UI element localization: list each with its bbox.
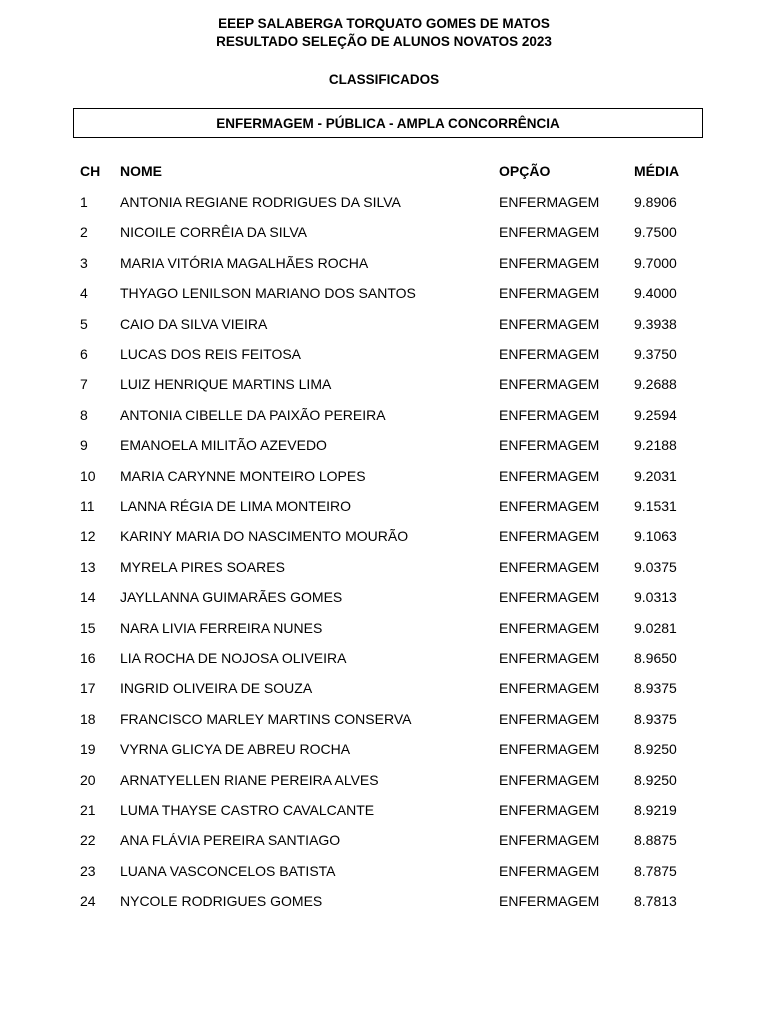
table-row xyxy=(0,802,768,822)
cell-rank: 1 xyxy=(80,194,88,210)
cell-name: VYRNA GLICYA DE ABREU ROCHA xyxy=(120,741,351,758)
column-header-media: MÉDIA xyxy=(634,163,680,179)
cell-name: EMANOELA MILITÃO AZEVEDO xyxy=(120,437,327,454)
cell-average: 8.9250 xyxy=(634,771,677,788)
cell-average: 9.0313 xyxy=(634,589,677,606)
cell-name: NICOILE CORRÊIA DA SILVA xyxy=(120,224,307,241)
cell-name: NARA LIVIA FERREIRA NUNES xyxy=(120,619,323,636)
table-row xyxy=(0,376,768,396)
cell-option: ENFERMAGEM xyxy=(499,741,600,758)
cell-option: ENFERMAGEM xyxy=(499,194,600,210)
cell-name: ARNATYELLEN RIANE PEREIRA ALVES xyxy=(120,771,379,788)
table-row xyxy=(0,620,768,640)
cell-name: MARIA VITÓRIA MAGALHÃES ROCHA xyxy=(120,254,369,271)
category-box xyxy=(73,108,703,138)
cell-option: ENFERMAGEM xyxy=(499,680,600,697)
cell-rank: 13 xyxy=(80,558,96,575)
cell-name: FRANCISCO MARLEY MARTINS CONSERVA xyxy=(120,710,412,727)
cell-rank: 9 xyxy=(80,437,88,454)
cell-average: 8.8875 xyxy=(634,832,677,849)
cell-average: 9.7500 xyxy=(634,224,677,241)
cell-average: 9.1531 xyxy=(634,498,677,514)
cell-name: MYRELA PIRES SOARES xyxy=(120,558,285,575)
cell-option: ENFERMAGEM xyxy=(499,619,600,636)
table-row xyxy=(0,741,768,761)
cell-name: KARINY MARIA DO NASCIMENTO MOURÃO xyxy=(120,528,409,545)
cell-rank: 21 xyxy=(80,802,96,818)
cell-average: 8.9250 xyxy=(634,741,677,758)
cell-option: ENFERMAGEM xyxy=(499,406,600,423)
table-row xyxy=(0,528,768,548)
cell-name: ANTONIA CIBELLE DA PAIXÃO PEREIRA xyxy=(120,406,386,423)
column-header-opcao: OPÇÃO xyxy=(499,163,551,179)
result-title: RESULTADO SELEÇÃO DE ALUNOS NOVATOS 2023 xyxy=(216,34,552,49)
cell-option: ENFERMAGEM xyxy=(499,224,600,241)
cell-average: 9.7000 xyxy=(634,254,677,271)
cell-name: LUANA VASCONCELOS BATISTA xyxy=(120,862,336,879)
cell-name: CAIO DA SILVA VIEIRA xyxy=(120,315,268,332)
cell-name: MARIA CARYNNE MONTEIRO LOPES xyxy=(120,467,366,484)
table-row xyxy=(0,468,768,488)
cell-rank: 15 xyxy=(80,619,96,636)
table-row xyxy=(0,559,768,579)
cell-name: LUIZ HENRIQUE MARTINS LIMA xyxy=(120,376,332,393)
cell-rank: 23 xyxy=(80,862,96,879)
cell-average: 9.8906 xyxy=(634,194,677,210)
cell-rank: 17 xyxy=(80,680,96,697)
school-name: EEEP SALABERGA TORQUATO GOMES DE MATOS xyxy=(218,16,550,31)
cell-rank: 4 xyxy=(80,285,88,302)
cell-rank: 11 xyxy=(80,498,95,514)
cell-name: LUCAS DOS REIS FEITOSA xyxy=(120,346,302,362)
cell-name: NYCOLE RODRIGUES GOMES xyxy=(120,893,323,910)
cell-average: 9.2031 xyxy=(634,467,677,484)
cell-rank: 12 xyxy=(80,528,96,545)
cell-average: 8.9375 xyxy=(634,680,677,697)
table-row xyxy=(0,407,768,427)
cell-average: 8.9219 xyxy=(634,802,677,818)
cell-average: 8.7813 xyxy=(634,893,677,910)
cell-rank: 18 xyxy=(80,710,96,727)
cell-option: ENFERMAGEM xyxy=(499,650,600,666)
column-header-ch: CH xyxy=(80,163,101,179)
table-row xyxy=(0,285,768,305)
cell-option: ENFERMAGEM xyxy=(499,315,600,332)
cell-average: 9.0281 xyxy=(634,619,677,636)
cell-option: ENFERMAGEM xyxy=(499,437,600,454)
cell-average: 9.4000 xyxy=(634,285,677,302)
cell-name: JAYLLANNA GUIMARÃES GOMES xyxy=(120,589,343,606)
cell-option: ENFERMAGEM xyxy=(499,771,600,788)
cell-rank: 19 xyxy=(80,741,96,758)
table-row xyxy=(0,437,768,457)
cell-name: ANA FLÁVIA PEREIRA SANTIAGO xyxy=(120,832,341,849)
table-row xyxy=(0,863,768,883)
table-row xyxy=(0,194,768,214)
table-header xyxy=(0,163,768,183)
cell-name: INGRID OLIVEIRA DE SOUZA xyxy=(120,680,313,697)
cell-option: ENFERMAGEM xyxy=(499,346,600,362)
cell-name: THYAGO LENILSON MARIANO DOS SANTOS xyxy=(120,285,416,302)
cell-average: 9.3750 xyxy=(634,346,677,362)
category-label: ENFERMAGEM - PÚBLICA - AMPLA CONCORRÊNCIA xyxy=(216,115,560,131)
cell-rank: 20 xyxy=(80,771,96,788)
cell-rank: 3 xyxy=(80,254,88,271)
table-row xyxy=(0,255,768,275)
cell-option: ENFERMAGEM xyxy=(499,254,600,271)
column-header-nome: NOME xyxy=(120,163,162,179)
cell-option: ENFERMAGEM xyxy=(499,802,600,818)
cell-average: 8.7875 xyxy=(634,862,677,879)
table-row xyxy=(0,224,768,244)
table-row xyxy=(0,711,768,731)
cell-rank: 5 xyxy=(80,315,88,332)
cell-name: ANTONIA REGIANE RODRIGUES DA SILVA xyxy=(120,194,401,210)
table-row xyxy=(0,772,768,792)
table-row xyxy=(0,316,768,336)
cell-option: ENFERMAGEM xyxy=(499,285,600,302)
cell-average: 9.2594 xyxy=(634,406,677,423)
cell-average: 8.9650 xyxy=(634,650,677,666)
cell-rank: 16 xyxy=(80,650,96,666)
cell-average: 9.2688 xyxy=(634,376,677,393)
table-row xyxy=(0,893,768,913)
cell-average: 9.2188 xyxy=(634,437,677,454)
cell-name: LIA ROCHA DE NOJOSA OLIVEIRA xyxy=(120,650,347,666)
table-row xyxy=(0,680,768,700)
cell-name: LUMA THAYSE CASTRO CAVALCANTE xyxy=(120,802,375,818)
cell-option: ENFERMAGEM xyxy=(499,832,600,849)
table-row xyxy=(0,650,768,670)
cell-option: ENFERMAGEM xyxy=(499,589,600,606)
cell-average: 9.3938 xyxy=(634,315,677,332)
cell-option: ENFERMAGEM xyxy=(499,558,600,575)
cell-option: ENFERMAGEM xyxy=(499,862,600,879)
cell-option: ENFERMAGEM xyxy=(499,376,600,393)
cell-rank: 14 xyxy=(80,589,96,606)
cell-name: LANNA RÉGIA DE LIMA MONTEIRO xyxy=(120,498,352,514)
table-row xyxy=(0,498,768,518)
cell-option: ENFERMAGEM xyxy=(499,498,600,514)
cell-option: ENFERMAGEM xyxy=(499,528,600,545)
cell-average: 9.1063 xyxy=(634,528,677,545)
cell-option: ENFERMAGEM xyxy=(499,710,600,727)
table-row xyxy=(0,589,768,609)
cell-option: ENFERMAGEM xyxy=(499,467,600,484)
cell-rank: 7 xyxy=(80,376,88,393)
cell-rank: 24 xyxy=(80,893,96,910)
cell-average: 8.9375 xyxy=(634,710,677,727)
cell-rank: 10 xyxy=(80,467,96,484)
cell-rank: 8 xyxy=(80,406,88,423)
table-row xyxy=(0,832,768,852)
cell-rank: 6 xyxy=(80,346,88,362)
table-row xyxy=(0,346,768,366)
cell-rank: 2 xyxy=(80,224,88,241)
cell-rank: 22 xyxy=(80,832,96,849)
section-title: CLASSIFICADOS xyxy=(328,72,440,87)
cell-average: 9.0375 xyxy=(634,558,677,575)
cell-option: ENFERMAGEM xyxy=(499,893,600,910)
